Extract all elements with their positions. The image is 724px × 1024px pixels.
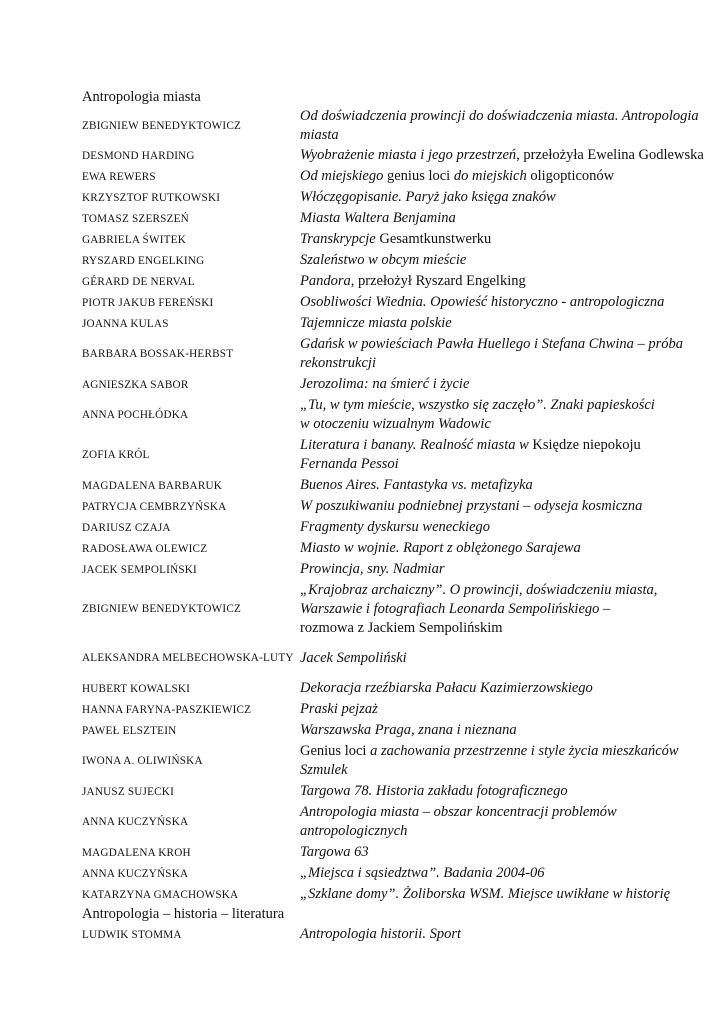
- title-italic-part: Targowa 78. Historia zakładu fotograficznego: [300, 783, 568, 799]
- title-italic-part: Praski pejzaż: [300, 701, 378, 717]
- title-italic-part: do miejskich: [453, 168, 527, 184]
- table-of-contents: [82, 88, 722, 945]
- entry-author: AGNIESZKA SABOR: [82, 378, 189, 391]
- entry-author: RADOSŁAWA OLEWICZ: [82, 542, 208, 555]
- title-roman-part: genius loci: [383, 168, 454, 184]
- title-italic-part: Tajemnicze miasta polskie: [300, 315, 452, 331]
- entry-title: [300, 700, 722, 719]
- entry-title: [300, 581, 722, 638]
- entry-author: ANNA POCHŁÓDKA: [82, 409, 189, 421]
- title-italic-part: Buenos Aires. Fantastyka vs. metafizyka: [300, 477, 533, 493]
- title-italic-part: Wyobrażenie miasta i jego przestrzeń: [300, 147, 517, 163]
- entry-title: [300, 539, 722, 558]
- entry-title: [300, 518, 722, 537]
- entry-title: [300, 721, 722, 740]
- toc-entry: [82, 802, 722, 842]
- title-italic-part: Miasta Waltera Benjamina: [300, 210, 456, 226]
- entry-author: KRZYSZTOF RUTKOWSKI: [82, 191, 221, 204]
- entry-author: LUDWIK STOMMA: [82, 928, 182, 941]
- toc-entry: [82, 395, 722, 435]
- title-italic-part: „Szklane domy”. Żoliborska WSM. Miejsce uwikłane w historię: [300, 886, 671, 902]
- entry-title: [300, 230, 722, 249]
- entry-author: HUBERT KOWALSKI: [82, 682, 191, 695]
- toc-entry: [82, 187, 722, 208]
- title-italic-part: Antropologia historii. Sport: [300, 926, 461, 942]
- entry-author: PATRYCJA CEMBRZYŃSKA: [82, 500, 227, 513]
- title-italic-part: Transkrypcje: [300, 231, 376, 247]
- toc-entry: [82, 475, 722, 496]
- entry-title: [300, 167, 722, 186]
- title-italic-part: Miasto w wojnie. Raport z oblężonego Sarajewa: [300, 540, 581, 556]
- entry-title: [300, 864, 722, 883]
- entry-author: ANNA KUCZYŃSKA: [82, 867, 189, 880]
- entry-title: [300, 497, 722, 516]
- toc-entry: [82, 842, 722, 863]
- title-italic-part: Targowa 63: [300, 844, 369, 860]
- entry-title: [300, 560, 722, 579]
- title-italic-part: Szaleństwo w obcym mieście: [300, 252, 467, 268]
- toc-entry: [82, 145, 722, 166]
- title-italic-part: Antropologia miasta – obszar koncentracji problemów antropologicznych: [300, 804, 617, 839]
- title-italic-part: Włóczęgopisanie. Paryż jako księga znaków: [300, 189, 556, 205]
- entry-author: JACEK SEMPOLIŃSKI: [82, 563, 197, 576]
- entry-author: DARIUSZ CZAJA: [82, 521, 171, 534]
- entry-title: [300, 375, 722, 394]
- toc-entry: [82, 580, 722, 638]
- entry-title: [300, 843, 722, 862]
- entry-title: [300, 209, 722, 228]
- entry-title: [300, 885, 722, 904]
- toc-entry: [82, 638, 722, 678]
- title-italic-part: Jacek Sempoliński: [300, 649, 407, 666]
- title-roman-part: oligopticonów: [526, 168, 615, 184]
- title-italic-part: Fragmenty dyskursu weneckiego: [300, 519, 491, 535]
- entry-author: DESMOND HARDING: [82, 149, 195, 162]
- entry-author: MAGDALENA BARBARUK: [82, 479, 223, 492]
- toc-entry: [82, 678, 722, 699]
- entry-author: BARBARA BOSSAK-HERBST: [82, 348, 234, 360]
- section-heading: Antropologia miasta: [82, 89, 201, 105]
- entry-title: [300, 272, 722, 291]
- entry-title: [300, 314, 722, 333]
- title-italic-part: „Miejsca i sąsiedztwa”. Badania 2004-06: [300, 865, 545, 881]
- entry-title: [300, 107, 722, 145]
- toc-entry: [82, 250, 722, 271]
- entry-author: ZOFIA KRÓL: [82, 449, 150, 461]
- toc-entry: [82, 313, 722, 334]
- entry-author: PIOTR JAKUB FEREŃSKI: [82, 296, 214, 309]
- entry-author: TOMASZ SZERSZEŃ: [82, 212, 189, 225]
- title-roman-part: , przełożyła Ewelina Godlewska: [516, 147, 704, 163]
- toc-entry: [82, 107, 722, 145]
- entry-author: KATARZYNA GMACHOWSKA: [82, 888, 239, 901]
- toc-entry: [82, 720, 722, 741]
- title-roman-part: rozmowa z Jackiem Sempolińskim: [300, 619, 503, 636]
- toc-entry: [82, 292, 722, 313]
- toc-entry: [82, 863, 722, 884]
- entry-title: [300, 649, 722, 668]
- entry-title: [300, 251, 722, 270]
- toc-entry: [82, 271, 722, 292]
- entry-title: [300, 679, 722, 698]
- toc-entry: [82, 741, 722, 781]
- section-heading: Antropologia – historia – literatura: [82, 906, 285, 922]
- title-italic-part: Od doświadczenia prowincji do doświadczenia miasta. Antropologia miasta: [300, 108, 699, 143]
- title-italic-part: „Krajobraz archaiczny”. O prowincji, doświadczeniu miasta, Warszawie i fotografiach Leonarda Sempolińskiego –: [300, 581, 658, 617]
- entry-author: HANNA FARYNA-PASZKIEWICZ: [82, 703, 252, 716]
- title-italic-part: W poszukiwaniu podniebnej przystani – odyseja kosmiczna: [300, 498, 643, 514]
- title-italic-part: Pandora: [300, 273, 351, 289]
- title-italic-part: Gdańsk w powieściach Pawła Huellego i Stefana Chwina – próba rekonstrukcji: [300, 336, 684, 371]
- title-italic-part: Fernanda Pessoi: [300, 456, 399, 472]
- entry-title: [300, 188, 722, 207]
- entry-title: [300, 476, 722, 495]
- toc-entry: [82, 374, 722, 395]
- title-italic-part: Osobliwości Wiednia. Opowieść historyczno - antropologiczna: [300, 294, 665, 310]
- title-italic-part: a zachowania przestrzenne i style życia mieszkańców Szmulek: [300, 743, 679, 778]
- entry-author: GABRIELA ŚWITEK: [82, 233, 186, 246]
- entry-title: [300, 396, 722, 434]
- entry-title: [300, 293, 722, 312]
- toc-entry: [82, 884, 722, 905]
- title-italic-part: Literatura i banany. Realność miasta w: [300, 437, 529, 453]
- title-italic-part: „Tu, w tym mieście, wszystko się zaczęło”. Znaki papieskości w otoczeniu wizualnym Wadowic: [300, 397, 655, 432]
- entry-author: JANUSZ SUJECKI: [82, 785, 174, 798]
- title-italic-part: Warszawska Praga, znana i nieznana: [300, 722, 517, 738]
- entry-author: MAGDALENA KROH: [82, 846, 191, 859]
- entry-title: [300, 742, 722, 780]
- entry-title: [300, 335, 722, 373]
- title-roman-part: , przełożył Ryszard Engelking: [350, 273, 526, 289]
- entry-author: PAWEŁ ELSZTEIN: [82, 724, 177, 737]
- title-roman-part: Gesamtkunstwerku: [375, 231, 492, 247]
- entry-author: ALEKSANDRA MELBECHOWSKA-LUTY: [82, 652, 294, 664]
- toc-entry: [82, 435, 722, 475]
- entry-author: JOANNA KULAS: [82, 317, 169, 330]
- entry-author: IWONA A. OLIWIŃSKA: [82, 755, 203, 767]
- toc-entry: [82, 229, 722, 250]
- entry-author: RYSZARD ENGELKING: [82, 254, 205, 267]
- entry-author: ZBIGNIEW BENEDYKTOWICZ: [82, 603, 242, 615]
- toc-entry: [82, 924, 722, 945]
- entry-author: ANNA KUCZYŃSKA: [82, 816, 189, 828]
- title-italic-part: Jerozolima: na śmierć i życie: [300, 376, 470, 392]
- toc-entry: [82, 496, 722, 517]
- entry-author: GÉRARD DE NERVAL: [82, 275, 195, 288]
- toc-entry: [82, 559, 722, 580]
- entry-author: ZBIGNIEW BENEDYKTOWICZ: [82, 120, 242, 132]
- title-italic-part: Dekoracja rzeźbiarska Pałacu Kazimierzowskiego: [300, 680, 593, 696]
- toc-entry: [82, 208, 722, 229]
- entry-title: [300, 803, 722, 841]
- toc-entry: [82, 517, 722, 538]
- title-roman-part: Genius loci: [300, 743, 371, 759]
- toc-entry: [82, 334, 722, 374]
- toc-entry: [82, 781, 722, 802]
- title-roman-part: Księdze niepokoju: [532, 437, 641, 453]
- title-italic-part: Prowincja, sny. Nadmiar: [300, 561, 445, 577]
- entry-title: [300, 146, 722, 165]
- entry-title: [300, 782, 722, 801]
- toc-entry: [82, 538, 722, 559]
- toc-entry: [82, 166, 722, 187]
- title-italic-part: Od miejskiego: [300, 168, 384, 184]
- entry-author: EWA REWERS: [82, 170, 156, 183]
- entry-title: [300, 925, 722, 944]
- entry-title: [300, 436, 722, 474]
- toc-entry: [82, 699, 722, 720]
